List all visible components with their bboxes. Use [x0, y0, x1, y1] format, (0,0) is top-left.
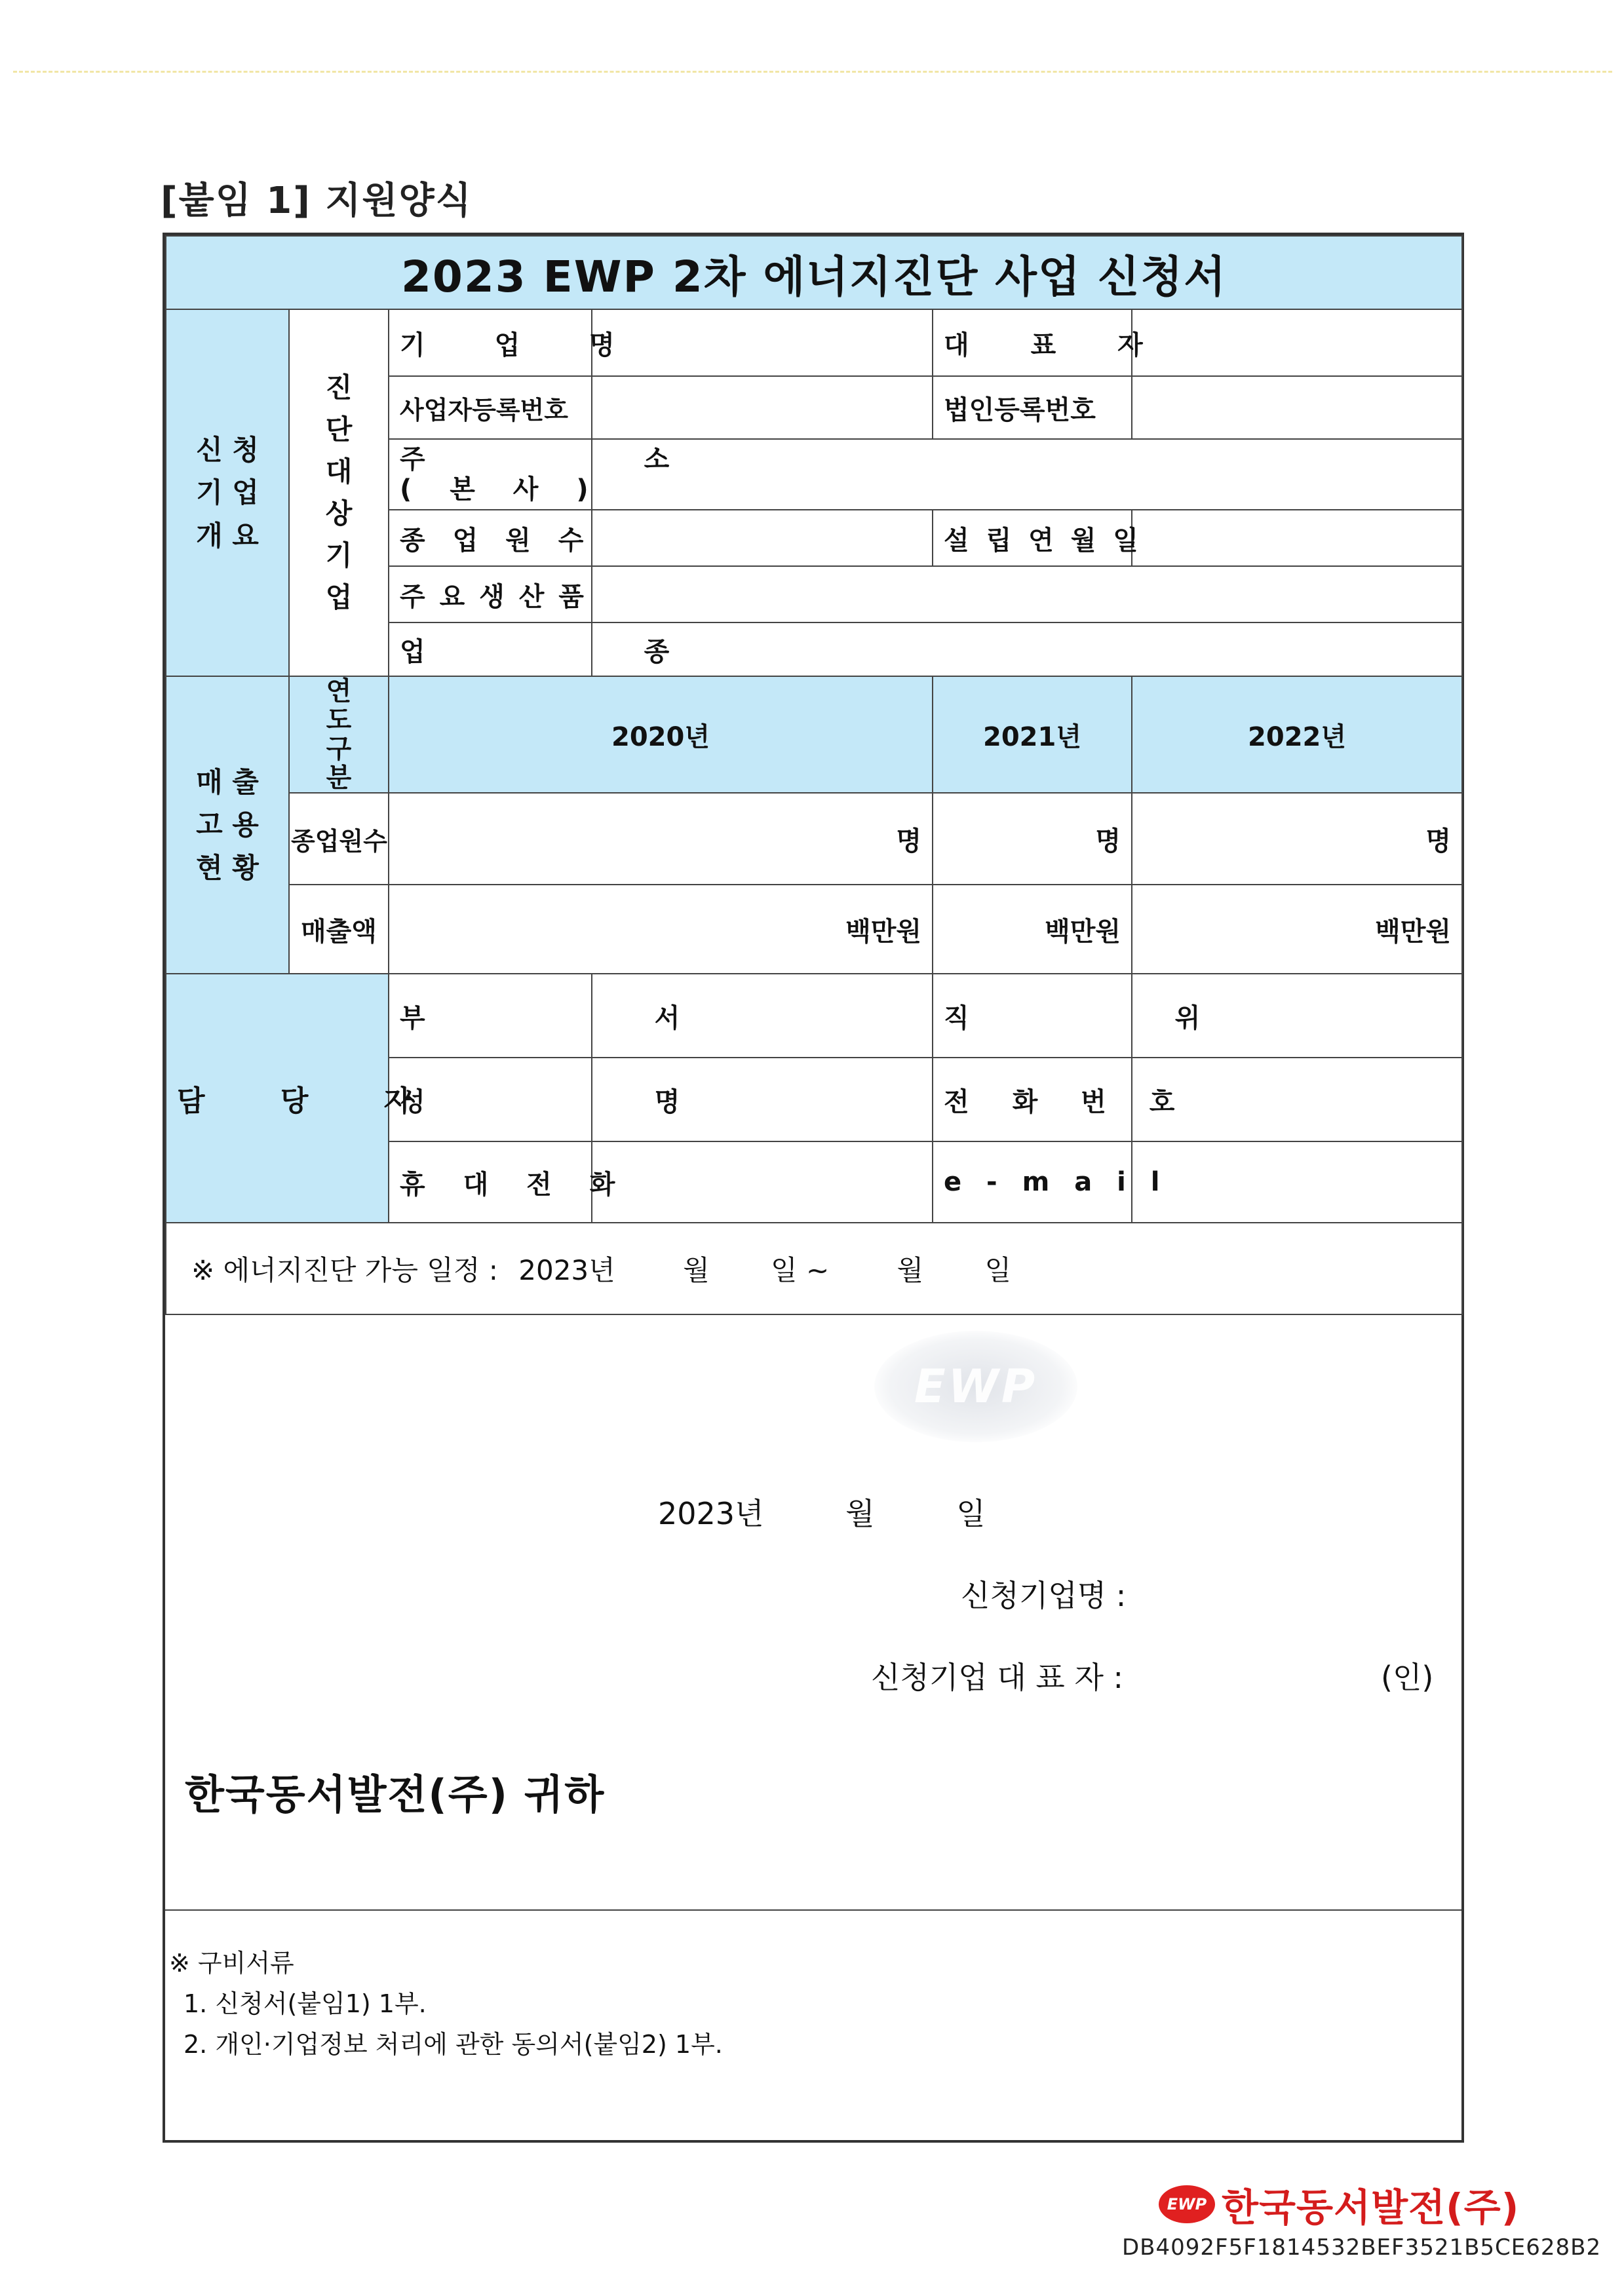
label-main-products: 주 요 생 산 품	[389, 566, 592, 622]
top-dashed-line	[13, 71, 1612, 73]
ceo-input[interactable]	[1132, 309, 1462, 376]
year-2020-header: 2020년	[389, 676, 933, 793]
application-form	[163, 233, 1464, 2143]
sales-section-label: 매 출 고 용 현 황	[166, 676, 289, 974]
schedule-month2: 월	[897, 1254, 924, 1286]
employees-2020-input[interactable]	[389, 793, 933, 885]
label-address	[389, 439, 775, 510]
employee-count-input[interactable]	[592, 510, 933, 566]
schedule-prefix: ※ 에너지진단 가능 일정 :	[191, 1254, 498, 1286]
addressee: 한국동서발전(주) 귀하	[185, 1770, 606, 1818]
label-mobile: 휴 대 전 화	[389, 1141, 592, 1223]
revenue-2021-unit: 백만원	[1045, 916, 1121, 947]
main-products-input[interactable]	[592, 566, 1462, 622]
schedule-row	[166, 1223, 1462, 1314]
employees-2022-unit: 명	[1425, 826, 1452, 856]
label-address-main: 주 소	[400, 444, 775, 474]
document-hash: DB4092F5F1814532BEF3521B5CE628B2	[1122, 2234, 1602, 2261]
form-table	[165, 235, 1463, 1315]
attachment-label: [붙임 1] 지원양식	[161, 180, 473, 222]
signature-month: 월	[845, 1496, 875, 1531]
employees-2021-unit: 명	[1095, 826, 1121, 856]
label-phone: 전 화 번 호	[933, 1058, 1132, 1141]
label-department: 부 서	[389, 974, 592, 1058]
corp-reg-no-input[interactable]	[1132, 376, 1462, 439]
label-industry: 업 종	[389, 622, 592, 676]
employees-2021-input[interactable]	[933, 793, 1132, 885]
label-name: 성 명	[389, 1058, 592, 1141]
label-position: 직 위	[933, 974, 1132, 1058]
label-founding-date: 설 립 연 월 일	[933, 510, 1132, 566]
year-2022-header: 2022년	[1132, 676, 1462, 793]
year-2021-header: 2021년	[933, 676, 1132, 793]
schedule-year: 2023년	[518, 1254, 615, 1286]
label-revenue: 매출액	[289, 885, 389, 974]
label-corp-reg-no: 법인등록번호	[933, 376, 1132, 439]
company-sub-label: 진 단 대 상 기 업	[289, 309, 389, 676]
employees-2020-unit: 명	[896, 826, 921, 856]
employees-2022-input[interactable]	[1132, 793, 1462, 885]
required-document-item-1: 1. 신청서(붙임1) 1부.	[184, 1989, 427, 2018]
ewp-watermark: EWP	[874, 1331, 1077, 1442]
required-documents	[169, 1943, 723, 2065]
business-reg-no-input[interactable]	[592, 376, 933, 439]
year-header: 연도 구분	[289, 676, 389, 793]
revenue-2020-unit: 백만원	[845, 916, 921, 947]
label-employees: 종업원수	[289, 793, 389, 885]
footer-logo	[1159, 2177, 1519, 2232]
schedule-month1: 월	[683, 1254, 710, 1286]
signature-company-label: 신청기업명 :	[961, 1578, 1127, 1613]
required-documents-title: ※ 구비서류	[169, 1949, 294, 1978]
signature-rep-label: 신청기업 대 표 자 :	[871, 1660, 1124, 1695]
contact-section-label: 담 당 자	[166, 974, 389, 1223]
revenue-2022-input[interactable]	[1132, 885, 1462, 974]
label-email: e - m a i l	[933, 1141, 1132, 1223]
signature-day: 일	[956, 1496, 986, 1531]
signature-date	[658, 1490, 1058, 1533]
label-ceo: 대 표 자	[933, 309, 1132, 376]
documents-divider	[165, 1909, 1461, 1911]
form-title: 2023 EWP 2차 에너지진단 사업 신청서	[166, 236, 1462, 309]
logo-company-name: 한국동서발전(주)	[1222, 2185, 1520, 2230]
schedule-day2: 일	[984, 1254, 1012, 1286]
revenue-2022-unit: 백만원	[1375, 916, 1452, 947]
founding-date-input[interactable]	[1132, 510, 1462, 566]
label-business-reg-no: 사업자등록번호	[389, 376, 592, 439]
required-document-item-2: 2. 개인·기업정보 처리에 관한 동의서(붙임2) 1부.	[184, 2030, 723, 2059]
label-company-name: 기 업 명	[389, 309, 592, 376]
signature-year: 2023년	[658, 1496, 764, 1531]
label-address-sub: ( 본 사 )	[400, 474, 603, 505]
company-section-label: 신 청 기 업 개 요	[166, 309, 289, 676]
label-employee-count: 종 업 원 수	[389, 510, 592, 566]
email-input[interactable]	[1132, 1141, 1462, 1223]
revenue-2021-input[interactable]	[933, 885, 1132, 974]
signature-seal: (인)	[1381, 1660, 1434, 1695]
schedule-day1: 일 ~	[771, 1254, 830, 1286]
revenue-2020-input[interactable]	[389, 885, 933, 974]
mobile-input[interactable]	[592, 1141, 933, 1223]
ewp-logo-icon: EWP	[1159, 2185, 1215, 2223]
